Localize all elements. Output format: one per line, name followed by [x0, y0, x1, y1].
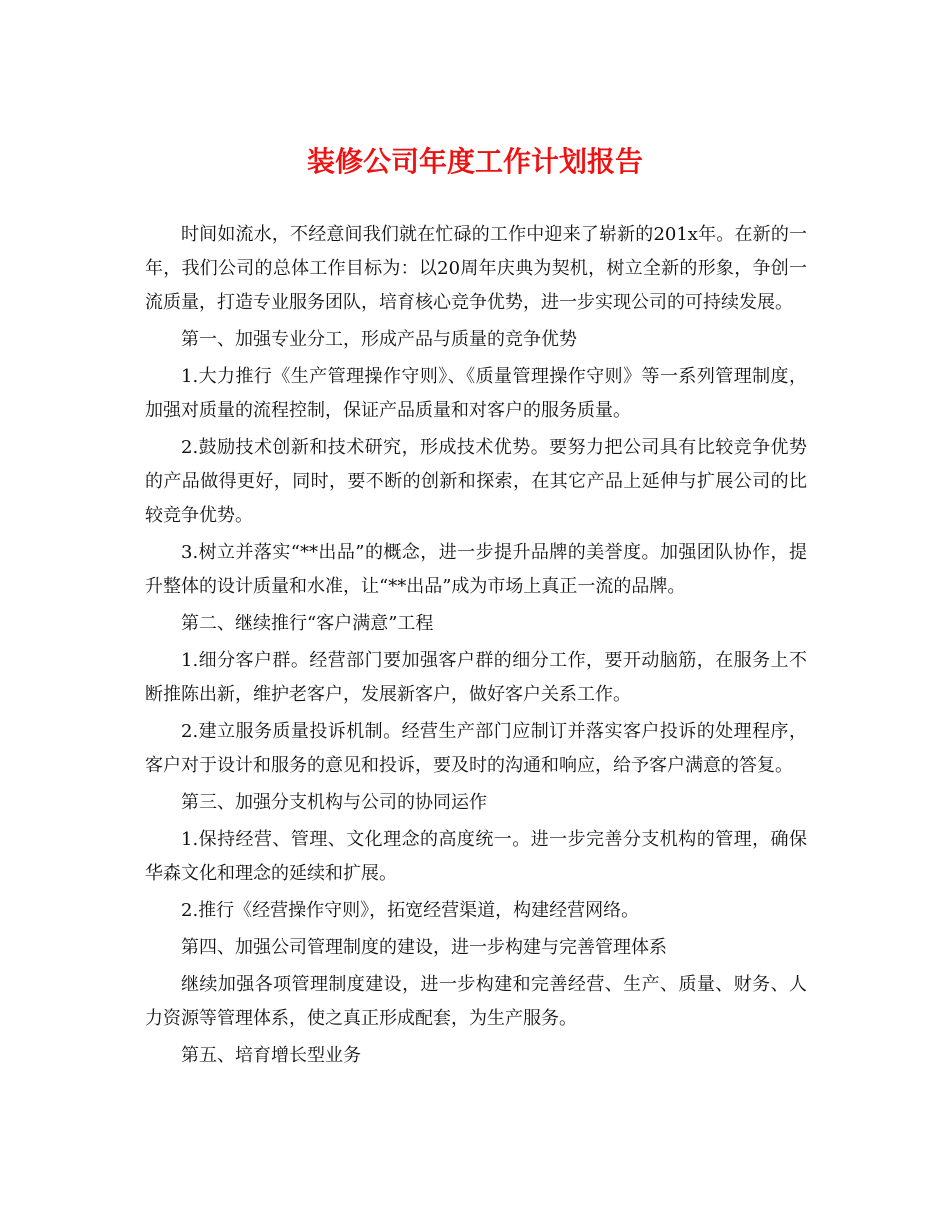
paragraph-4-1: 继续加强各项管理制度建设，进一步构建和完善经营、生产、质量、财务、人力资源等管理体系，使之真正形成配套，为生产服务。: [145, 974, 807, 1029]
paragraph-3-2: 2.推行《经营操作守则》，拓宽经营渠道，构建经营网络。: [181, 900, 640, 921]
section-heading-2: 第二、继续推行“客户满意”工程: [181, 613, 434, 634]
document-body: [145, 218, 807, 1076]
document-title: 装修公司年度工作计划报告: [306, 145, 643, 178]
paragraph-1-2: 2.鼓励技术创新和技术研究，形成技术优势。要努力把公司具有比较竞争优势的产品做得更好，同时，要不断的创新和探索，在其它产品上延伸与扩展公司的比较竞争优势。: [145, 437, 807, 526]
section-heading-4: 第四、加强公司管理制度的建设，进一步构建与完善管理体系: [181, 937, 667, 958]
paragraph-1-1: 1.大力推行《生产管理操作守则》、《质量管理操作守则》等一系列管理制度，加强对质量的流程控制，保证产品质量和对客户的服务质量。: [145, 366, 807, 421]
paragraph-3-1: 1.保持经营、管理、文化理念的高度统一。进一步完善分支机构的管理，确保华森文化和理念的延续和扩展。: [145, 829, 807, 884]
paragraph-1-3: 3.树立并落实“**出品”的概念，进一步提升品牌的美誉度。加强团队协作，提升整体的设计质量和水准，让“**出品”成为市场上真正一流的品牌。: [145, 542, 807, 597]
paragraph-2-2: 2.建立服务质量投诉机制。经营生产部门应制订并落实客户投诉的处理程序，客户对于设计和服务的意见和投诉，要及时的沟通和响应，给予客户满意的答复。: [145, 721, 807, 776]
section-heading-3: 第三、加强分支机构与公司的协同运作: [181, 792, 487, 813]
paragraph-intro: 时间如流水，不经意间我们就在忙碌的工作中迎来了崭新的201x年。在新的一年，我们公司的总体工作目标为：以20周年庆典为契机，树立全新的形象，争创一流质量，打造专业服务团队，培育核心竞争优势，进一步实现公司的可持续发展。: [145, 224, 807, 313]
section-heading-5: 第五、培育增长型业务: [181, 1045, 361, 1066]
section-heading-1: 第一、加强专业分工，形成产品与质量的竞争优势: [181, 329, 577, 350]
paragraph-2-1: 1.细分客户群。经营部门要加强客户群的细分工作，要开动脑筋，在服务上不断推陈出新，维护老客户，发展新客户，做好客户关系工作。: [145, 650, 807, 705]
